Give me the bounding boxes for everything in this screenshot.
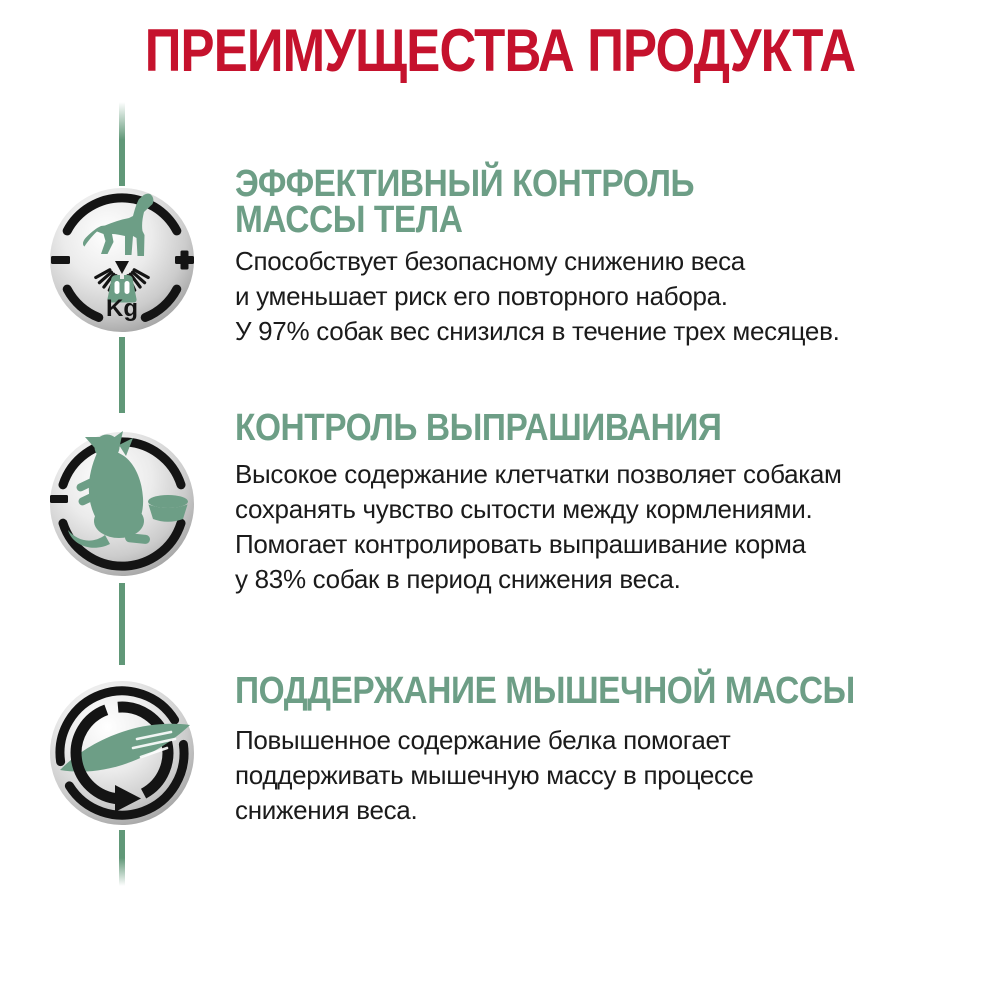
timeline-segment-top: [119, 102, 125, 186]
timeline-segment-mid1: [119, 337, 125, 413]
page-title: ПРЕИМУЩЕСТВА ПРОДУКТА: [144, 17, 856, 84]
heading-line: МАССЫ ТЕЛА: [235, 199, 463, 241]
body-line: снижения веса.: [235, 795, 418, 825]
minus-sign: [51, 256, 70, 264]
body-line: Способствует безопасному снижению веса: [235, 246, 745, 276]
muscle-maintenance-icon: [47, 678, 197, 828]
minus-sign: [50, 495, 68, 503]
body-line: Высокое содержание клетчатки позволяет собакам: [235, 459, 842, 489]
heading-line: ЭФФЕКТИВНЫЙ КОНТРОЛЬ: [235, 163, 695, 205]
food-bowl: [148, 495, 188, 522]
body-line: у 83% собак в период снижения веса.: [235, 564, 681, 594]
timeline-segment-mid2: [119, 583, 125, 665]
benefit-body-3: [235, 723, 754, 828]
body-line: и уменьшает риск его повторного набора.: [235, 281, 728, 311]
body-line: У 97% собак вес снизился в течение трех месяцев.: [235, 316, 840, 346]
benefit-heading-2: [235, 407, 722, 449]
benefit-body-2: [235, 457, 842, 597]
body-line: поддерживать мышечную массу в процессе: [235, 760, 754, 790]
heading-line: КОНТРОЛЬ ВЫПРАШИВАНИЯ: [235, 407, 722, 449]
benefit-heading-1: [235, 163, 695, 241]
heading-line: ПОДДЕРЖАНИЕ МЫШЕЧНОЙ МАССЫ: [235, 670, 855, 712]
weight-slot: [115, 281, 120, 294]
body-line: Повышенное содержание белка помогает: [235, 725, 731, 755]
weight-slot: [125, 281, 130, 294]
benefit-heading-3: [235, 670, 855, 712]
kg-label: Kg: [106, 295, 138, 322]
dog-weight-scale-icon: [47, 185, 197, 335]
body-line: Помогает контролировать выпрашивание корма: [235, 529, 806, 559]
benefit-body-1: [235, 244, 840, 349]
begging-dog-bowl-icon: [47, 429, 197, 579]
body-line: сохранять чувство сытости между кормлениями.: [235, 494, 813, 524]
timeline-segment-bottom: [119, 830, 125, 886]
